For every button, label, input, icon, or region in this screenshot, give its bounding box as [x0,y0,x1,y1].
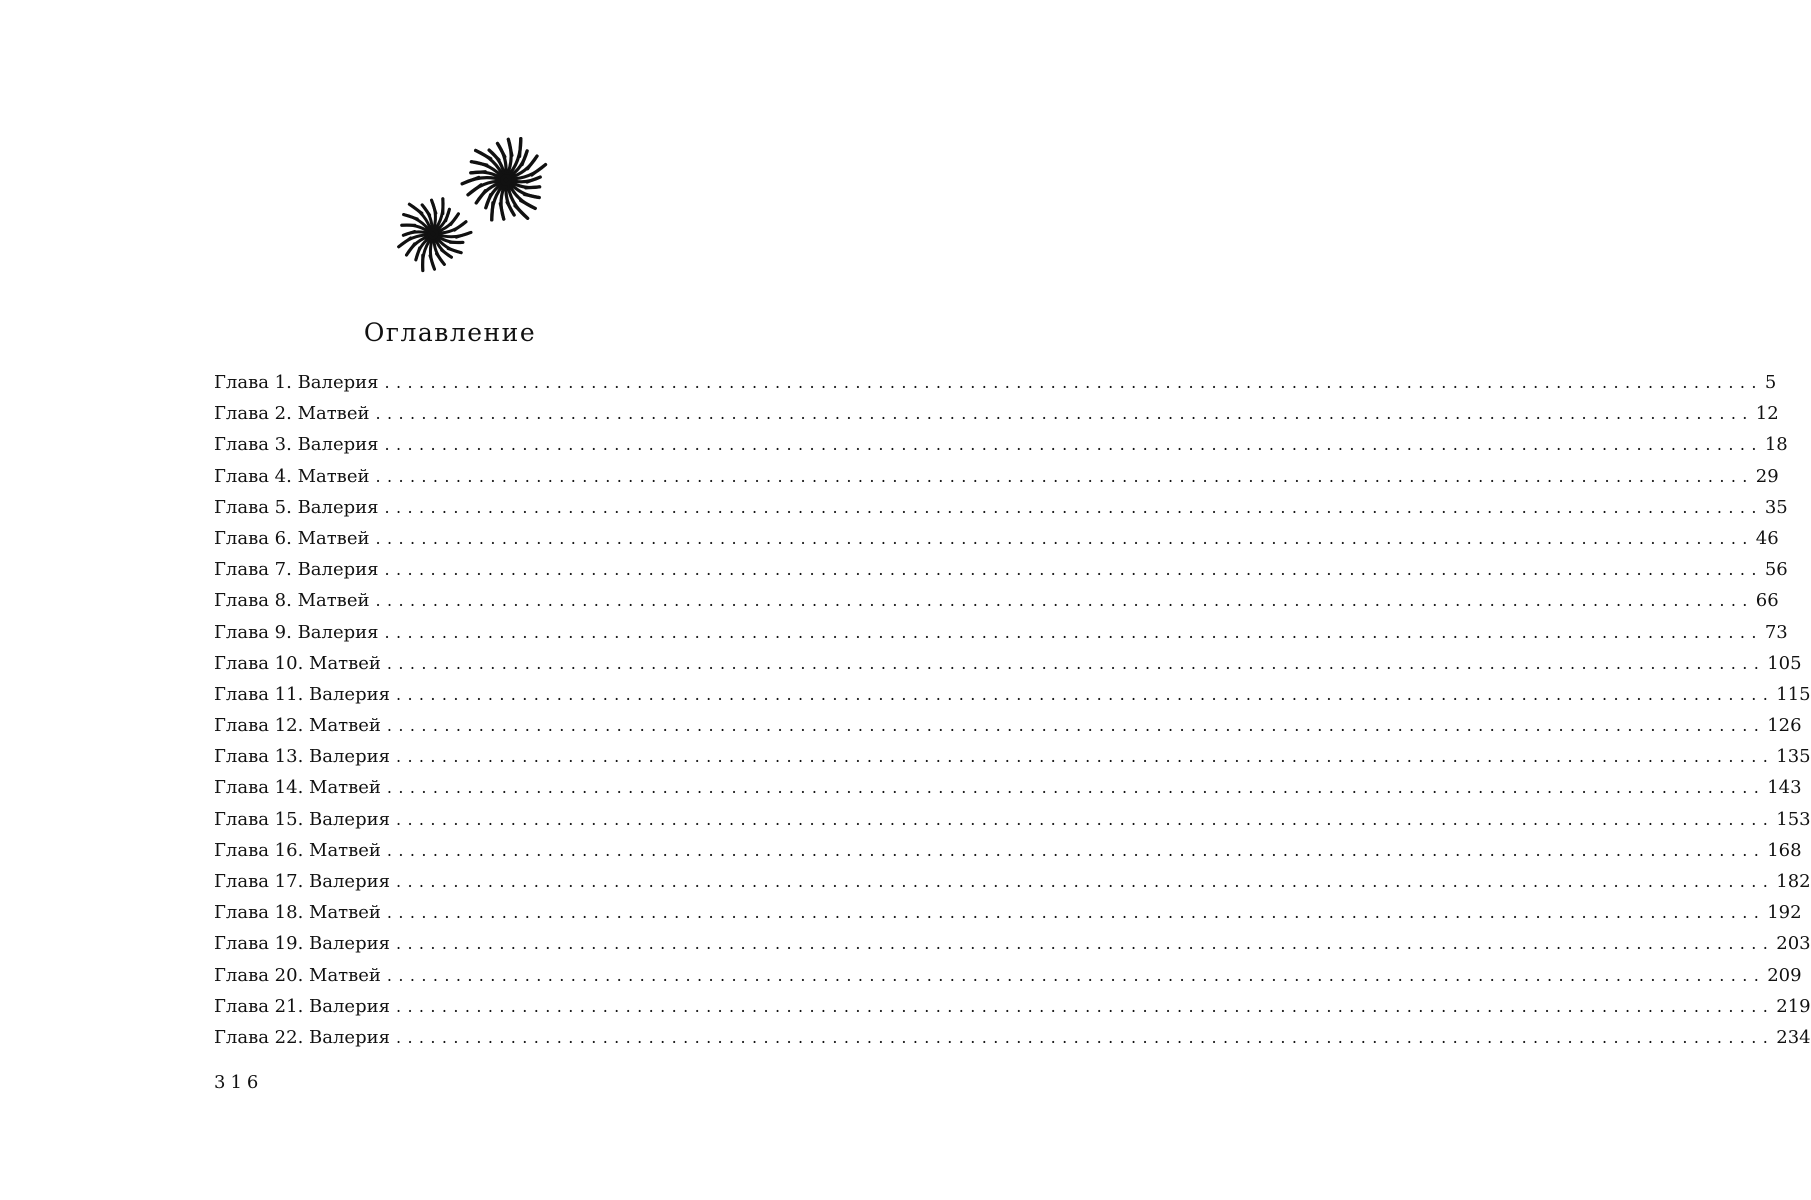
toc-entry[interactable] [214,429,1788,460]
toc-entry[interactable] [214,866,1811,897]
toc-entry-page: 192 [1767,902,1802,924]
petal-edge [432,200,436,213]
toc-entry-label: Глава 13. Валерия [214,746,390,768]
toc-entry[interactable] [214,679,1811,710]
toc-entry-label: Глава 22. Валерия [214,1026,390,1048]
toc-entry-label: Глава 21. Валерия [214,995,390,1017]
toc-entry-page: 143 [1767,777,1802,799]
toc-dot-leader: ........................................................................................................................ [386,903,1766,923]
toc-dot-leader: ........................................................................................................................ [384,560,1763,580]
toc-entry-label: Глава 8. Матвей [214,590,370,612]
toc-dot-leader: ........................................................................................................................ [395,996,1775,1016]
toc-entry[interactable] [214,461,1779,492]
petal-edge [409,204,422,213]
toc-dot-leader: ........................................................................................................................ [375,591,1754,611]
toc-dot-leader: ........................................................................................................................ [384,497,1763,517]
toc-dot-leader: ........................................................................................................................ [395,1027,1775,1047]
toc-entry[interactable] [214,835,1802,866]
toc-entry-label: Глава 2. Матвей [214,403,370,425]
toc-entry-page: 135 [1776,746,1811,768]
petal-edge [532,165,546,175]
petal-edge [500,204,503,219]
large-flower [462,139,545,220]
toc-dot-leader: ........................................................................................................................ [395,934,1775,954]
toc-entry-label: Глава 7. Валерия [214,559,379,581]
toc-entry[interactable] [214,367,1777,398]
petal-edge [526,187,540,188]
petal-edge [403,231,414,235]
toc-entry-label: Глава 14. Матвей [214,777,381,799]
table-of-contents [214,367,1811,1053]
toc-entry-page: 29 [1755,465,1779,487]
toc-dot-leader: ........................................................................................................................ [386,840,1766,860]
toc-entry-page: 66 [1755,590,1779,612]
toc-entry-page: 115 [1776,683,1811,705]
toc-entry[interactable] [214,648,1802,679]
toc-entry[interactable] [214,523,1779,554]
toc-entry-page: 234 [1776,1026,1811,1048]
toc-entry-page: 46 [1755,527,1779,549]
petal-edge [515,206,528,219]
toc-entry-label: Глава 19. Валерия [214,933,390,955]
toc-entry-page: 105 [1767,652,1802,674]
toc-dot-leader: ........................................................................................................................ [386,653,1766,673]
toc-entry[interactable] [214,1022,1811,1053]
flower-center [429,230,437,238]
toc-entry-page: 153 [1776,808,1811,830]
page-title: Оглавление [363,318,537,347]
toc-entry[interactable] [214,804,1811,835]
petal-edge [451,214,459,225]
toc-entry[interactable] [214,492,1788,523]
toc-entry-page: 5 [1764,372,1777,393]
petal-edge [430,256,434,270]
toc-entry-page: 168 [1767,839,1802,861]
petal-edge [520,139,521,157]
toc-dot-leader: ........................................................................................................................ [386,778,1766,798]
toc-entry[interactable] [214,554,1788,585]
petal-edge [407,244,415,255]
toc-dot-leader: ........................................................................................................................ [395,809,1775,829]
chrysanthemum-flowers-icon [388,132,560,282]
toc-entry-label: Глава 5. Валерия [214,496,379,518]
page-number: 316 [214,1072,264,1093]
toc-dot-leader: ........................................................................................................................ [384,622,1763,642]
toc-entry[interactable] [214,617,1788,648]
petal-edge [492,203,493,220]
toc-dot-leader: ........................................................................................................................ [395,747,1775,767]
toc-dot-leader: ........................................................................................................................ [375,404,1754,424]
petal-edge [508,139,512,155]
toc-entry-page: 182 [1776,871,1811,892]
toc-dot-leader: ........................................................................................................................ [375,528,1754,548]
petal-edge [442,250,452,257]
small-flower [399,199,471,271]
petal-edge [528,156,537,169]
toc-dot-leader: ........................................................................................................................ [395,872,1775,891]
toc-entry-page: 12 [1755,403,1779,425]
toc-entry-label: Глава 1. Валерия [214,372,379,393]
toc-dot-leader: ........................................................................................................................ [395,684,1775,704]
petal-edge [486,195,491,208]
petal-edge [521,201,536,209]
toc-entry[interactable] [214,585,1779,616]
toc-entry-label: Глава 3. Валерия [214,434,379,456]
flower-center [502,176,510,184]
toc-entry-page: 219 [1776,995,1811,1017]
toc-entry[interactable] [214,960,1802,991]
toc-entry-label: Глава 4. Матвей [214,465,370,487]
toc-entry[interactable] [214,398,1779,429]
toc-entry-label: Глава 11. Валерия [214,683,390,705]
petal-edge [462,177,479,183]
toc-entry[interactable] [214,772,1802,803]
toc-entry-label: Глава 12. Матвей [214,715,381,737]
toc-entry-label: Глава 9. Валерия [214,621,379,643]
toc-entry-label: Глава 16. Матвей [214,839,381,861]
petal-edge [437,254,445,265]
toc-entry-page: 126 [1767,715,1802,737]
toc-entry[interactable] [214,991,1811,1022]
toc-entry-label: Глава 17. Валерия [214,871,390,892]
toc-entry-label: Глава 18. Матвей [214,902,381,924]
toc-entry-page: 18 [1764,434,1788,456]
toc-dot-leader: ........................................................................................................................ [384,373,1763,392]
petal-edge [497,143,504,156]
petal-edge [416,248,420,260]
toc-entry[interactable] [214,897,1802,928]
toc-entry[interactable] [214,928,1811,959]
toc-entry-label: Глава 15. Валерия [214,808,390,830]
toc-entry-page: 35 [1764,496,1788,518]
petal-edge [476,191,485,203]
petal-edge [448,249,461,253]
toc-dot-leader: ........................................................................................................................ [386,716,1766,736]
toc-entry[interactable] [214,741,1811,772]
toc-entry-label: Глава 10. Матвей [214,652,381,674]
toc-entry-label: Глава 20. Матвей [214,964,381,986]
petal-edge [404,215,418,219]
toc-entry-page: 203 [1776,933,1811,955]
toc-entry-page: 56 [1764,559,1788,581]
toc-entry-label: Глава 6. Матвей [214,527,370,549]
petal-edge [399,238,411,247]
petal-edge [446,209,450,220]
toc-entry[interactable] [214,710,1802,741]
toc-entry-page: 209 [1767,964,1802,986]
petal-edge [471,172,486,173]
petal-edge [524,194,539,197]
toc-entry-page: 73 [1764,621,1788,643]
toc-dot-leader: ........................................................................................................................ [386,965,1766,985]
toc-dot-leader: ........................................................................................................................ [384,435,1763,455]
petal-edge [454,222,466,230]
petal-edge [468,185,481,195]
petal-edge [471,162,487,165]
toc-dot-leader: ........................................................................................................................ [375,466,1754,486]
